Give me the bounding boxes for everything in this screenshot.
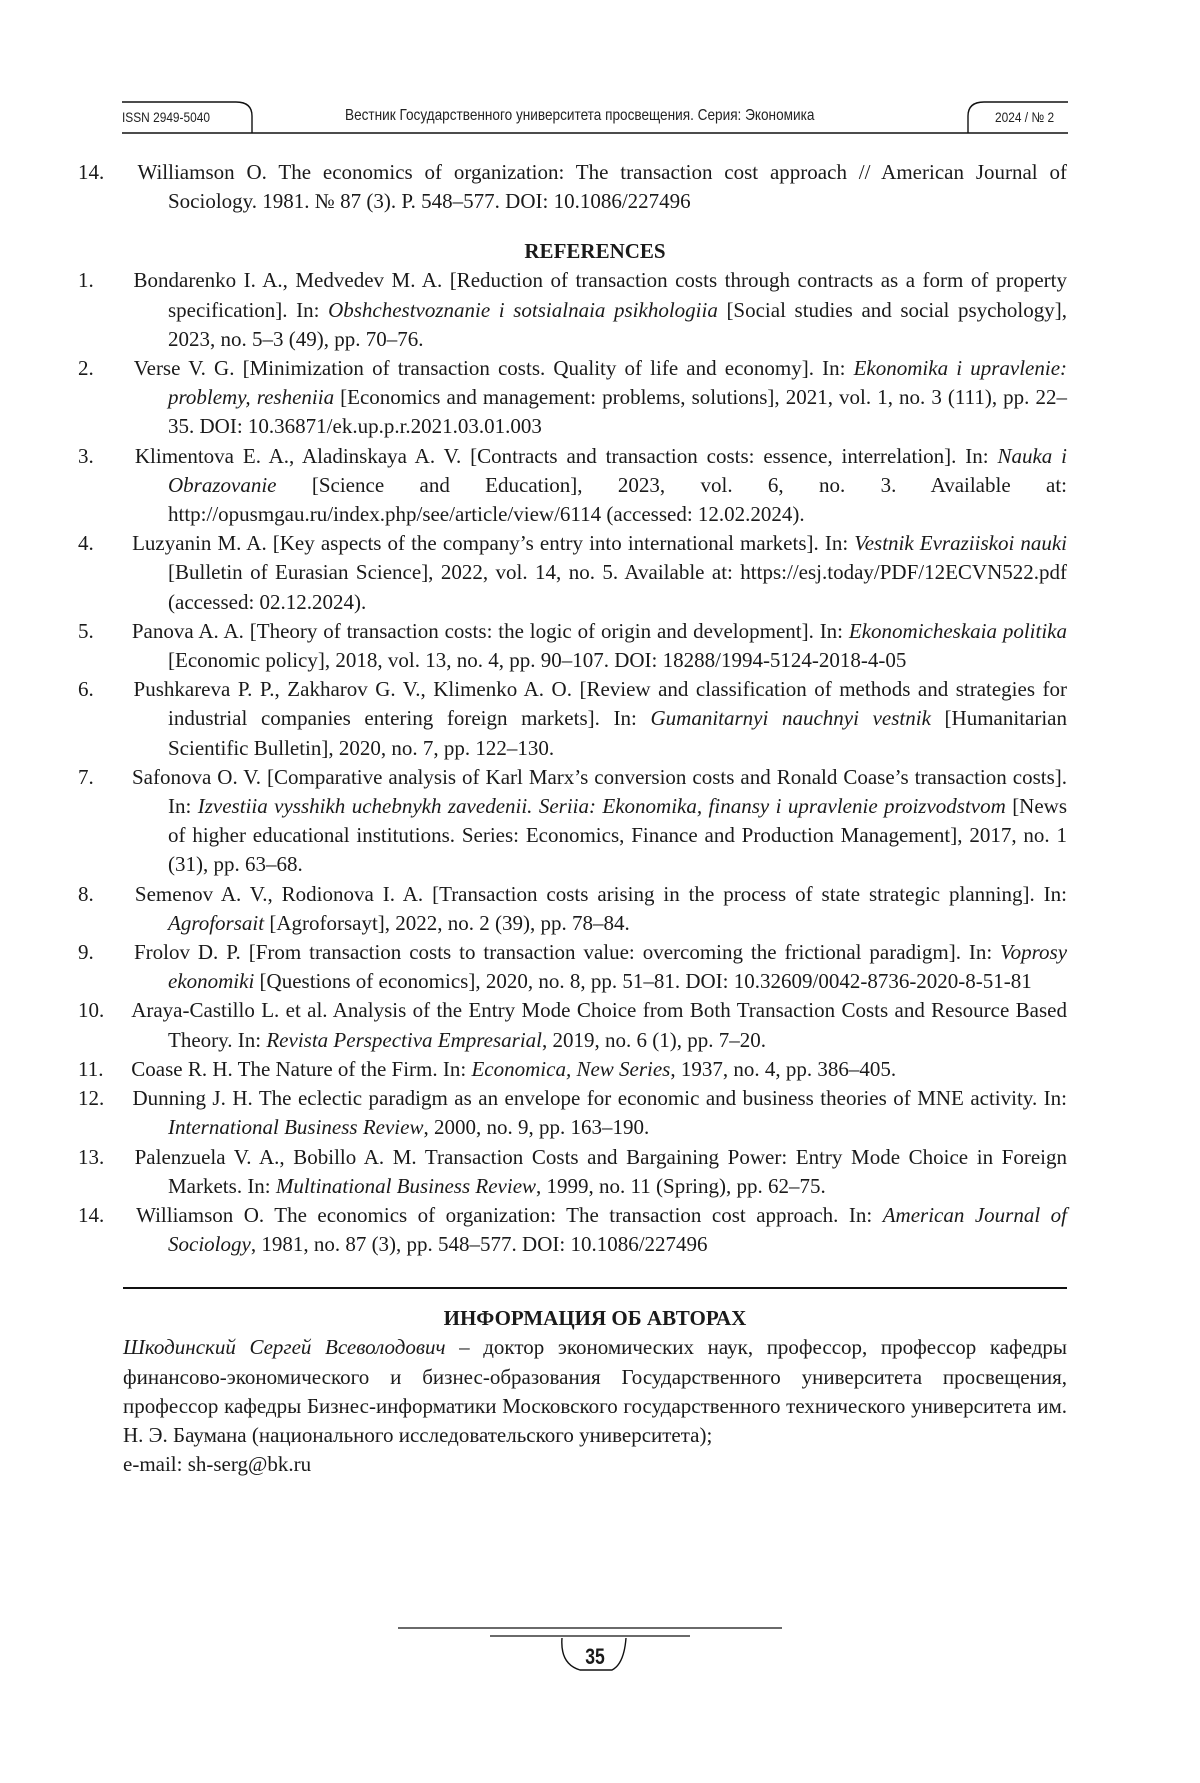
issue-label: 2024 / № 2 <box>995 109 1054 125</box>
author-email: e-mail: sh-serg@bk.ru <box>123 1450 1067 1479</box>
ref-source-title: Izvestiia vysshikh uchebnykh zavedenii. Seriia: Ekonomika, finansy i upravlenie proizvodstvom <box>198 794 1006 818</box>
ref-source-title: Obshchestvoznanie i sotsialnaia psikhologiia <box>328 298 718 322</box>
ref-details: , 1981, no. 87 (3), pp. 548–577. DOI: 10.1086/227496 <box>251 1232 708 1256</box>
ref-source-title: Vestnik Evraziiskoi nauki <box>854 531 1067 555</box>
ref-text: Semenov A. V., Rodionova I. A. [Transaction costs arising in the process of state strategic planning]. In: <box>135 882 1067 906</box>
ref-source-title: Gumanitarnyi nauchnyi vestnik <box>651 706 931 730</box>
ref-text: Williamson O. The economics of organization: The transaction cost approach. In: <box>136 1203 883 1227</box>
author-info <box>123 1303 1067 1479</box>
ref-source-title: Nauka i Obrazovanie <box>168 444 1067 497</box>
ref-text: Panova A. A. [Theory of transaction costs: the logic of origin and development]. In: <box>132 619 849 643</box>
ref-text: Williamson O. The economics of organization: The transaction cost approach // American Journal of Sociology. 1981. № 87 (3). P. 548–577. DOI: 10.1086/227496 <box>137 160 1067 213</box>
ref-details: [Bulletin of Eurasian Science], 2022, vol. 14, no. 5. Available at: https://esj.today/PDF/12ECVN522.pdf (accessed: 02.12.2024). <box>168 560 1067 613</box>
ref-text: Safonova O. V. [Comparative analysis of Karl Marx’s conversion costs and Ronald Coase’s transaction costs]. In: <box>132 765 1067 818</box>
ref-source-title: Voprosy ekonomiki <box>168 940 1067 993</box>
ref-text: Pushkareva P. P., Zakharov G. V., Klimenko A. O. [Review and classification of methods and strategies for industrial companies entering foreign markets]. In: <box>134 677 1068 730</box>
ref-details: [Social studies and social psychology], 2023, no. 5–3 (49), pp. 70–76. <box>168 298 1067 351</box>
author-name: Шкодинский Сергей Всеволодович <box>123 1335 445 1359</box>
reference-item: 4. Luzyanin M. A. [Key aspects of the company’s entry into international markets]. In: Vestnik Evraziiskoi nauki [Bulletin of Eurasian Science], 2022, vol. 14, no. 5. Available at: https://esj.today/PDF/12ECVN522.pdf (accessed: 02.12.2024). <box>123 529 1067 617</box>
ref-text: Araya-Castillo L. et al. Analysis of the Entry Mode Choice from Both Transaction Costs and Resource Based Theory. In: <box>131 998 1067 1051</box>
reference-item: 13. Palenzuela V. A., Bobillo A. M. Transaction Costs and Bargaining Power: Entry Mode Choice in Foreign Markets. In: Multinational Business Review, 1999, no. 11 (Spring), pp. 62–75. <box>123 1143 1067 1201</box>
reference-item: 5. Panova A. A. [Theory of transaction costs: the logic of origin and development]. In: Ekonomicheskaia politika [Economic policy], 2018, vol. 13, no. 4, pp. 90–107. DOI: 18288/1994-5124-2018-4-05 <box>123 617 1067 675</box>
ref-text: Bondarenko I. A., Medvedev M. A. [Reduction of transaction costs through contracts as a form of property specification]. In: <box>134 268 1068 321</box>
ref-source-title: Ekonomicheskaia politika <box>849 619 1067 643</box>
ref-source-title: Agroforsait <box>168 911 264 935</box>
page-content <box>123 158 1067 1479</box>
ref-details: [Questions of economics], 2020, no. 8, pp. 51–81. DOI: 10.32609/0042-8736-2020-8-51-81 <box>254 969 1032 993</box>
author-description: – доктор экономических наук, профессор, профессор кафедры финансово-экономического и бизнес-образования Государственного университета просвещения, профессор кафедры Бизнес-информатики Московского государственного технического университета им. Н. Э. Баумана (национального исследовательского университета); <box>123 1335 1067 1447</box>
ref-source-title: Multinational Business Review <box>276 1174 536 1198</box>
reference-item: 12. Dunning J. H. The eclectic paradigm as an envelope for economic and business theories of MNE activity. In: International Business Review, 2000, no. 9, pp. 163–190. <box>123 1084 1067 1142</box>
carryover-reference: 14. Williamson O. The economics of organization: The transaction cost approach // American Journal of Sociology. 1981. № 87 (3). P. 548–577. DOI: 10.1086/227496 <box>123 158 1067 216</box>
ref-source-title: Economica, New Series <box>471 1057 670 1081</box>
ref-details: [Agroforsayt], 2022, no. 2 (39), pp. 78–84. <box>264 911 630 935</box>
ref-details: [Humanitarian Scientific Bulletin], 2020, no. 7, pp. 122–130. <box>168 706 1067 759</box>
ref-source-title: International Business Review <box>168 1115 423 1139</box>
ref-source-title: Ekonomika i upravlenie: problemy, resheniia <box>168 356 1067 409</box>
ref-text: Dunning J. H. The eclectic paradigm as an envelope for economic and business theories of MNE activity. In: <box>132 1086 1067 1110</box>
authors-heading: ИНФОРМАЦИЯ ОБ АВТОРАХ <box>123 1303 1067 1333</box>
ref-text: Palenzuela V. A., Bobillo A. M. Transaction Costs and Bargaining Power: Entry Mode Choice in Foreign Markets. In: <box>135 1145 1067 1198</box>
header-frame <box>0 0 1200 150</box>
reference-item: 7. Safonova O. V. [Comparative analysis of Karl Marx’s conversion costs and Ronald Coase’s transaction costs]. In: Izvestiia vysshikh uchebnykh zavedenii. Seriia: Ekonomika, finansy i upravlenie proizvodstvom [News of higher educational institutions. Series: Economics, Finance and Production Management], 2017, no. 1 (31), pp. 63–68. <box>123 763 1067 880</box>
reference-item: 6. Pushkareva P. P., Zakharov G. V., Klimenko A. O. [Review and classification of methods and strategies for industrial companies entering foreign markets]. In: Gumanitarnyi nauchnyi vestnik [Humanitarian Scientific Bulletin], 2020, no. 7, pp. 122–130. <box>123 675 1067 763</box>
ref-text: Klimentova E. A., Aladinskaya A. V. [Contracts and transaction costs: essence, interrelation]. In: <box>135 444 998 468</box>
reference-item: 11. Coase R. H. The Nature of the Firm. In: Economica, New Series, 1937, no. 4, pp. 386–405. <box>123 1055 1067 1084</box>
running-header <box>0 0 1200 150</box>
ref-text: Frolov D. P. [From transaction costs to transaction value: overcoming the frictional paradigm]. In: <box>134 940 1000 964</box>
ref-source-title: Revista Perspectiva Empresarial <box>266 1028 542 1052</box>
reference-item: 1. Bondarenko I. A., Medvedev M. A. [Reduction of transaction costs through contracts as a form of property specification]. In: Obshchestvoznanie i sotsialnaia psikhologiia [Social studies and social psychology], 2023, no. 5–3 (49), pp. 70–76. <box>123 266 1067 354</box>
ref-details: , 1937, no. 4, pp. 386–405. <box>670 1057 896 1081</box>
page-number: 35 <box>575 1644 615 1670</box>
ref-text: Luzyanin M. A. [Key aspects of the company’s entry into international markets]. In: <box>132 531 854 555</box>
reference-item: 14. Williamson O. The economics of organization: The transaction cost approach. In: American Journal of Sociology, 1981, no. 87 (3), pp. 548–577. DOI: 10.1086/227496 <box>123 1201 1067 1259</box>
section-divider <box>123 1287 1067 1289</box>
reference-item: 3. Klimentova E. A., Aladinskaya A. V. [Contracts and transaction costs: essence, interrelation]. In: Nauka i Obrazovanie [Science and Education], 2023, vol. 6, no. 3. Available at: http://opusmgau.ru/index.php/see/article/view/6114 (accessed: 12.02.2024). <box>123 442 1067 530</box>
references-list <box>123 266 1067 1259</box>
ref-text: Coase R. H. The Nature of the Firm. In: <box>131 1057 471 1081</box>
reference-item: 10. Araya-Castillo L. et al. Analysis of the Entry Mode Choice from Both Transaction Costs and Resource Based Theory. In: Revista Perspectiva Empresarial, 2019, no. 6 (1), pp. 7–20. <box>123 996 1067 1054</box>
references-heading: REFERENCES <box>123 236 1067 266</box>
ref-details: , 2019, no. 6 (1), pp. 7–20. <box>542 1028 766 1052</box>
ref-source-title: American Journal of Sociology <box>168 1203 1067 1256</box>
ref-details: [Economic policy], 2018, vol. 13, no. 4, pp. 90–107. DOI: 18288/1994-5124-2018-4-05 <box>168 648 906 672</box>
author-bio <box>123 1333 1067 1450</box>
ref-details: , 1999, no. 11 (Spring), pp. 62–75. <box>536 1174 826 1198</box>
ref-details: [Science and Education], 2023, vol. 6, no. 3. Available at: http://opusmgau.ru/index.php/see/article/view/6114 (accessed: 12.02.2024). <box>168 473 1067 526</box>
reference-item: 8. Semenov A. V., Rodionova I. A. [Transaction costs arising in the process of state strategic planning]. In: Agroforsait [Agroforsayt], 2022, no. 2 (39), pp. 78–84. <box>123 880 1067 938</box>
ref-text: Verse V. G. [Minimization of transaction costs. Quality of life and economy]. In: <box>134 356 854 380</box>
journal-title: Вестник Государственного университета просвещения. Серия: Экономика <box>345 107 814 125</box>
ref-details: [Economics and management: problems, solutions], 2021, vol. 1, no. 3 (111), pp. 22–35. DOI: 10.36871/ek.up.p.r.2021.03.01.003 <box>168 385 1067 438</box>
ref-details: , 2000, no. 9, pp. 163–190. <box>423 1115 649 1139</box>
issn-label: ISSN 2949-5040 <box>122 109 210 125</box>
ref-details: [News of higher educational institutions. Series: Economics, Finance and Production Management], 2017, no. 1 (31), pp. 63–68. <box>168 794 1067 876</box>
reference-item: 9. Frolov D. P. [From transaction costs to transaction value: overcoming the frictional paradigm]. In: Voprosy ekonomiki [Questions of economics], 2020, no. 8, pp. 51–81. DOI: 10.32609/0042-8736-2020-8-51-81 <box>123 938 1067 996</box>
reference-item: 2. Verse V. G. [Minimization of transaction costs. Quality of life and economy]. In: Ekonomika i upravlenie: problemy, resheniia [Economics and management: problems, solutions], 2021, vol. 1, no. 3 (111), pp. 22–35. DOI: 10.36871/ek.up.p.r.2021.03.01.003 <box>123 354 1067 442</box>
